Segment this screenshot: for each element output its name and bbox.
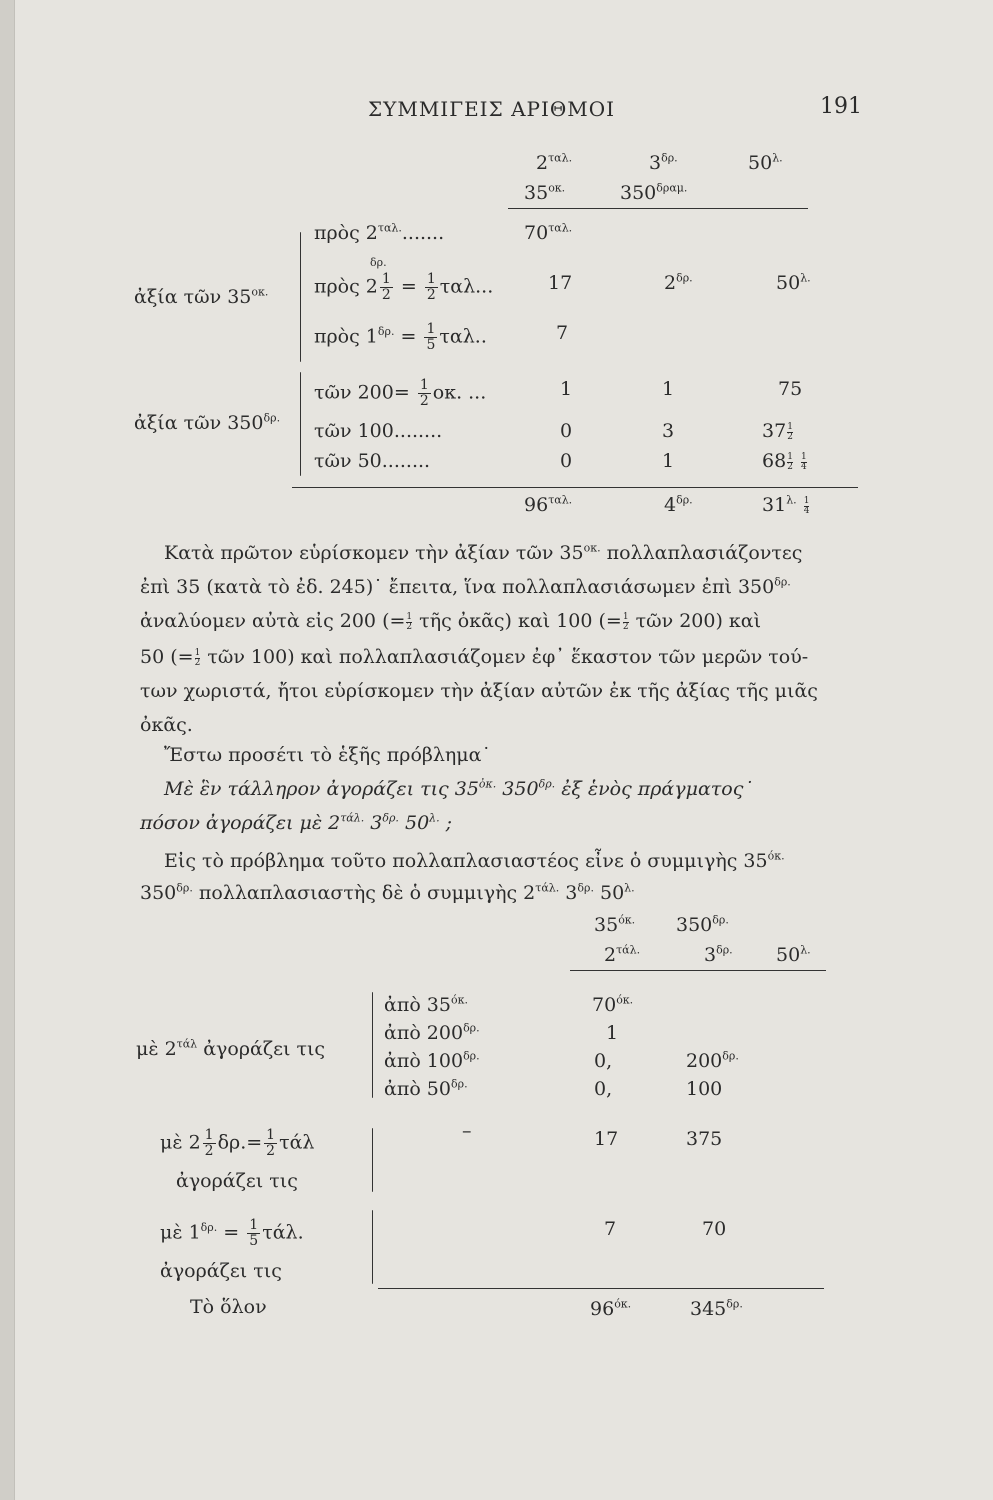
t1-row6-c2: 1	[662, 450, 675, 472]
t1-row2-note: δρ.	[370, 256, 387, 269]
t2-r4: ἀπὸ $50^{\delta\rho.}$	[384, 1077, 468, 1100]
t2-r4-value2: 100	[686, 1078, 723, 1100]
t1-head-drachmes: $3^{\delta\rho.}$	[649, 151, 678, 174]
t2-head-okades: $35^{ό\kappa.}$	[594, 913, 636, 936]
t1-total-drachmes: $4^{\delta\rho.}$	[664, 493, 693, 516]
t2-r5-dash: –	[462, 1120, 472, 1142]
t2-total-rule	[378, 1288, 824, 1289]
t2-brace-1	[372, 992, 373, 1098]
t1-row6-c1: 0	[560, 450, 573, 472]
t2-r5-value: 17	[594, 1128, 619, 1150]
t1-group-b-label: ἀξία τῶν $350^{\delta\rho.}$	[134, 411, 281, 434]
t1-row5-c3: 37 $\frac{1}{2}$	[762, 420, 793, 442]
para4-line1: Εἰς τὸ πρόβλημα τοῦτο πολλαπλασιαστέος εἶνε ὁ συμμιγὴς $35^{ό\kappa.}$	[164, 849, 785, 872]
t2-head-talira: $2^{\tau ά\lambda.}$	[604, 943, 641, 966]
t1-total-rule	[292, 487, 858, 488]
para3-line1: Μὲ ἓν τάλληρον ἀγοράζει τις $35^{ὀ\kappa.}$ $350^{\delta\rho.}$ ἐξ ἑνὸς πράγματος˙	[164, 777, 753, 800]
t1-row3-value: 7	[556, 322, 569, 344]
t1-head-talira: $2^{\tau\alpha\lambda.}$	[536, 151, 573, 174]
t2-head-lepta: $50^{\lambda.}$	[776, 943, 811, 966]
t2-total-label: Τὸ ὅλον	[190, 1296, 267, 1318]
para1-line2: ἐπὶ 35 (κατὰ τὸ ἐδ. 245)˙ ἔπειτα, ἵνα πολλαπλασιάσωμεν ἐπὶ $350^{\delta\rho.}$	[140, 575, 791, 598]
t1-brace-b	[300, 372, 301, 476]
t2-head-rule	[570, 970, 826, 971]
t1-total-talira: $96^{\tau\alpha\lambda.}$	[524, 493, 573, 516]
t1-head-lepta: $50^{\lambda.}$	[748, 151, 783, 174]
t2-label-1dr-verb: ἀγοράζει τις	[160, 1260, 282, 1282]
t2-label-1dr: μὲ $1^{\delta\rho.}$ = $\frac{1}{5}$ τάλ.	[160, 1217, 304, 1249]
para1-line5: των χωριστά, ἤτοι εὑρίσκομεν τὴν ἀξίαν αὐτῶν ἐκ τῆς ἀξίας τῆς μιᾶς	[140, 680, 818, 702]
t2-label-2talira: μὲ $2^{\tau ά\lambda}$ ἀγοράζει τις	[136, 1037, 326, 1060]
para4-line2: $350^{\delta\rho.}$ πολλαπλασιαστὴς δὲ ὁ συμμιγὴς $2^{\tau ά\lambda.}$ $3^{\delta\rho.}$ $50^{\lambda.}$	[140, 881, 635, 904]
para2: Ἔστω προσέτι τὸ ἑξῆς πρόβλημα˙	[164, 744, 491, 766]
t2-total-okades: $96^{ό\kappa.}$	[590, 1297, 632, 1320]
t2-r6-value2: 70	[702, 1218, 727, 1240]
t2-brace-3	[372, 1210, 373, 1284]
t2-brace-2	[372, 1128, 373, 1192]
t1-row5-c2: 3	[662, 420, 675, 442]
t2-r1-value: $70^{ό\kappa.}$	[592, 993, 634, 1016]
t1-row1-value: $70^{\tau\alpha\lambda.}$	[524, 221, 573, 244]
t2-r3-value2: $200^{\delta\rho.}$	[686, 1049, 739, 1072]
t2-total-drachmes: $345^{\delta\rho.}$	[690, 1297, 743, 1320]
t2-r5-value2: 375	[686, 1128, 723, 1150]
para1-line6: ὀκᾶς.	[140, 714, 193, 736]
t2-r3-value: 0,	[594, 1050, 613, 1072]
t1-row4-c1: 1	[560, 378, 573, 400]
t2-label-2half-verb: ἀγοράζει τις	[176, 1170, 298, 1192]
page-edge	[0, 0, 15, 1500]
t1-row5-c1: 0	[560, 420, 573, 442]
t2-r3: ἀπὸ $100^{\delta\rho.}$	[384, 1049, 480, 1072]
t1-row2-value: 17	[548, 272, 573, 294]
t1-row3: πρὸς $1^{\delta\rho.}$ = $\frac{1}{5}$ ταλ..	[314, 321, 487, 353]
t1-row6: τῶν 50........	[314, 450, 431, 472]
t1-head-rule	[508, 208, 808, 209]
para1-line1: Κατὰ πρῶτον εὑρίσκομεν τὴν ἀξίαν τῶν $35^{o\kappa.}$ πολλαπλασιάζοντες	[164, 541, 803, 564]
t1-total-lepta: $31^{\lambda.}$ $\frac{1}{4}$	[762, 493, 810, 516]
t2-r1: ἀπὸ $35^{ό\kappa.}$	[384, 993, 468, 1016]
t1-head-dramia: $350^{\delta\rho\alpha\mu.}$	[620, 181, 688, 204]
t1-row4: τῶν 200= $\frac{1}{2}$ οκ. ...	[314, 377, 487, 409]
t1-row4-c2: 1	[662, 378, 675, 400]
t1-row2-drachmes: $2^{\delta\rho.}$	[664, 271, 693, 294]
t1-head-okades: $35^{o\kappa.}$	[524, 181, 566, 204]
t1-row2-lepta: $50^{\lambda.}$	[776, 271, 811, 294]
para1-line4: 50 (= $\frac{1}{2}$ τῶν 100) καὶ πολλαπλασιάζομεν ἐφ᾽ ἕκαστον τῶν μερῶν τού-	[140, 646, 809, 668]
para1-line3: ἀναλύομεν αὐτὰ εἰς 200 (= $\frac{1}{2}$ τῆς ὀκᾶς) καὶ 100 (= $\frac{1}{2}$ τῶν 200) καὶ	[140, 610, 762, 632]
t1-group-a-label: ἀξία τῶν $35^{o\kappa.}$	[134, 285, 269, 308]
t1-brace-a	[300, 232, 301, 362]
page-number: 191	[820, 94, 862, 119]
t2-r4-value: 0,	[594, 1078, 613, 1100]
t2-head-dr: $3^{\delta\rho.}$	[704, 943, 733, 966]
t1-row4-c3: 75	[778, 378, 803, 400]
t1-row1: πρὸς $2^{\tau\alpha\lambda.}$.......	[314, 221, 445, 244]
t2-r6-value: 7	[604, 1218, 617, 1240]
t1-row6-c3: 68 $\frac{1}{2}$ $\frac{1}{4}$	[762, 450, 807, 472]
t2-head-drachmes: $350^{\delta\rho.}$	[676, 913, 729, 936]
t1-row2: πρὸς 2 $\frac{1}{2}$ = $\frac{1}{2}$ ταλ...	[314, 271, 494, 303]
running-header: ΣΥΜΜΙΓΕΙΣ ΑΡΙΘΜΟΙ	[368, 97, 616, 121]
t2-label-2half: μὲ 2 $\frac{1}{2}$ δρ.= $\frac{1}{2}$ τάλ	[160, 1127, 315, 1159]
para3-line2: πόσον ἀγοράζει μὲ $2^{\tau ά\lambda.}$ $3^{\delta\rho.}$ $50^{\lambda.}$ ;	[140, 811, 453, 834]
t1-row5: τῶν 100........	[314, 420, 443, 442]
t2-r2-value: 1	[606, 1022, 619, 1044]
t2-r2: ἀπὸ $200^{\delta\rho.}$	[384, 1021, 480, 1044]
